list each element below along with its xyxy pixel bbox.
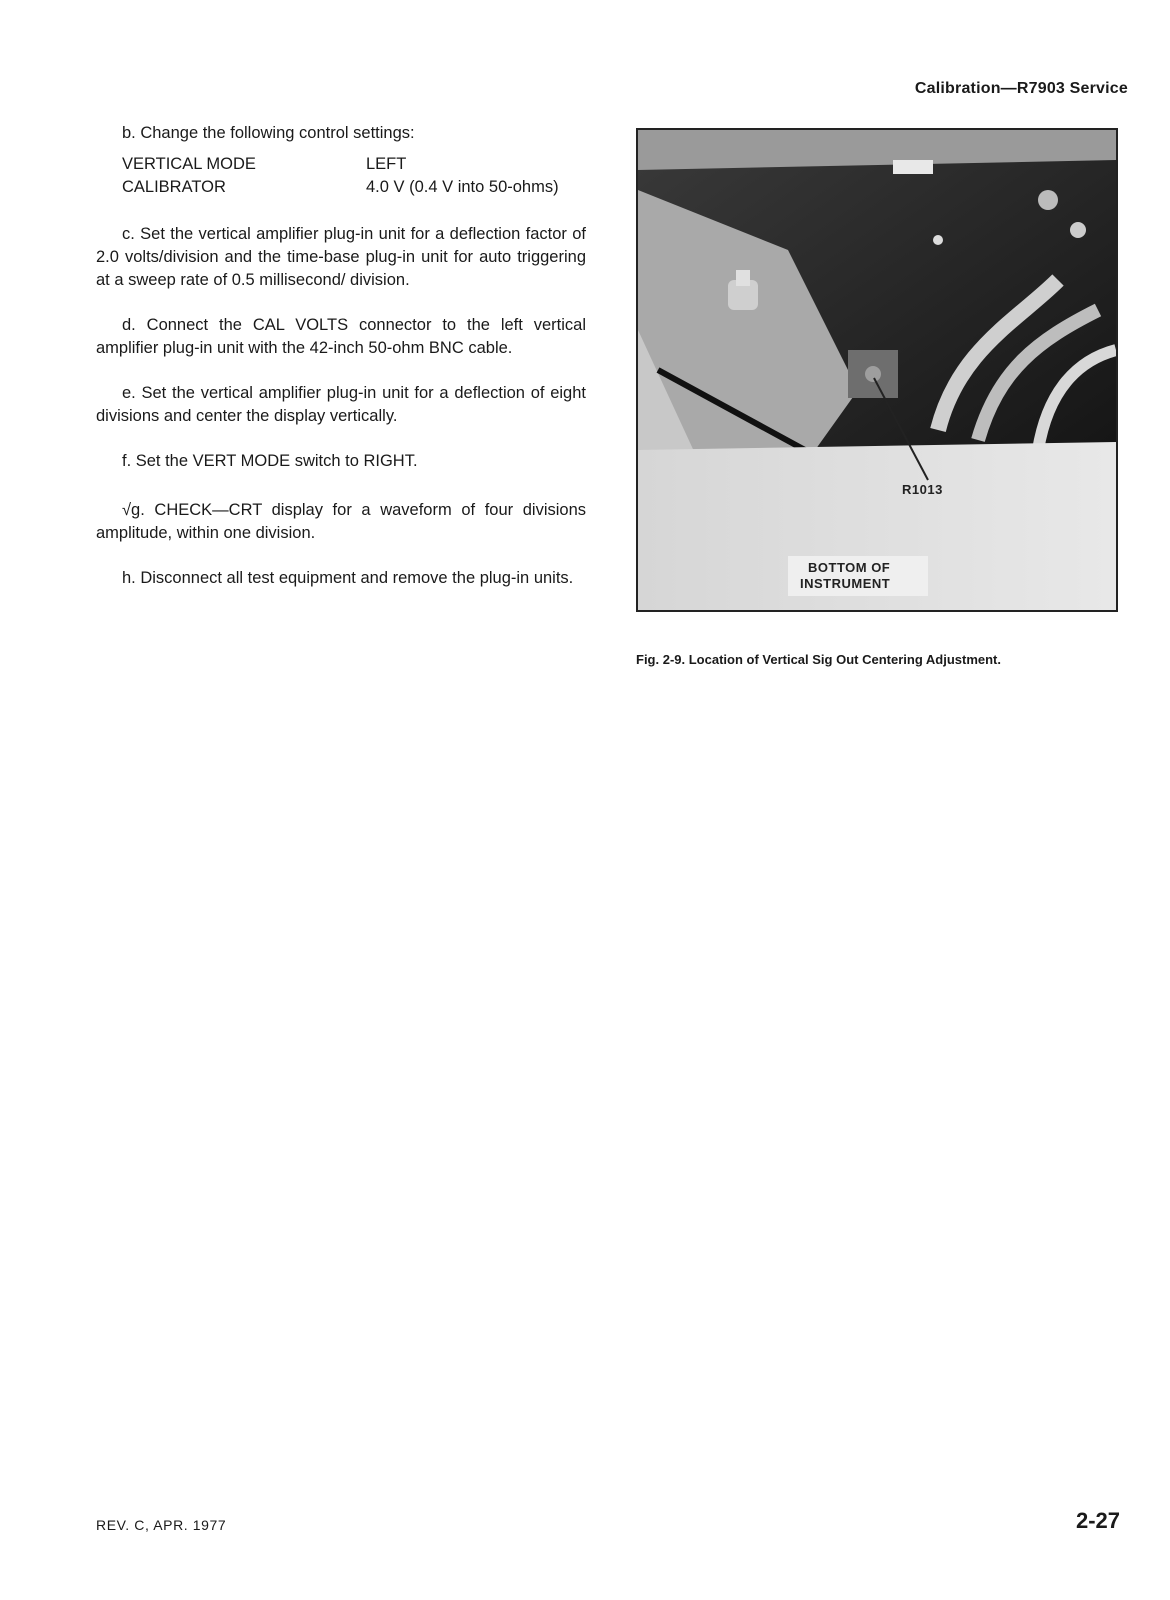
step-d: d. Connect the CAL VOLTS connector to the left vertical amplifier plug-in unit with the 42-inch 50-ohm BNC cable. — [96, 316, 586, 357]
step-b: b. Change the following control settings: — [122, 124, 415, 142]
settings-table — [122, 153, 586, 199]
step-e: e. Set the vertical amplifier plug-in unit for a deflection of eight divisions and center the display vertically. — [96, 384, 586, 425]
figure-caption: Fig. 2-9. Location of Vertical Sig Out Centering Adjustment. — [636, 652, 1001, 667]
step-f: f. Set the VERT MODE switch to RIGHT. — [122, 452, 418, 470]
setting-row — [122, 153, 586, 176]
page-header: Calibration—R7903 Service — [914, 80, 1128, 97]
adjustment-location-photo — [636, 128, 1118, 612]
bottom-label-line2: INSTRUMENT — [800, 576, 891, 591]
page-number: 2-27 — [1075, 1508, 1120, 1533]
setting-row — [122, 176, 586, 199]
bottom-label-line1: BOTTOM OF — [808, 560, 891, 575]
photo-illustration — [638, 130, 1116, 610]
step-h: h. Disconnect all test equipment and remove the plug-in units. — [122, 569, 574, 587]
setting-value: 4.0 V (0.4 V into 50-ohms) — [366, 178, 559, 196]
setting-name: VERTICAL MODE — [122, 155, 256, 173]
step-g: √g. CHECK—CRT display for a waveform of four divisions amplitude, within one division. — [96, 501, 586, 542]
procedure-column — [96, 122, 586, 612]
setting-name: CALIBRATOR — [122, 178, 226, 196]
component-label: R1013 — [902, 482, 943, 497]
step-c: c. Set the vertical amplifier plug-in unit for a deflection factor of 2.0 volts/division and the time-base plug-in unit for auto triggering at a sweep rate of 0.5 millisecond/ division. — [96, 225, 586, 289]
revision-note: REV. C, APR. 1977 — [96, 1517, 227, 1533]
setting-value: LEFT — [366, 155, 407, 173]
